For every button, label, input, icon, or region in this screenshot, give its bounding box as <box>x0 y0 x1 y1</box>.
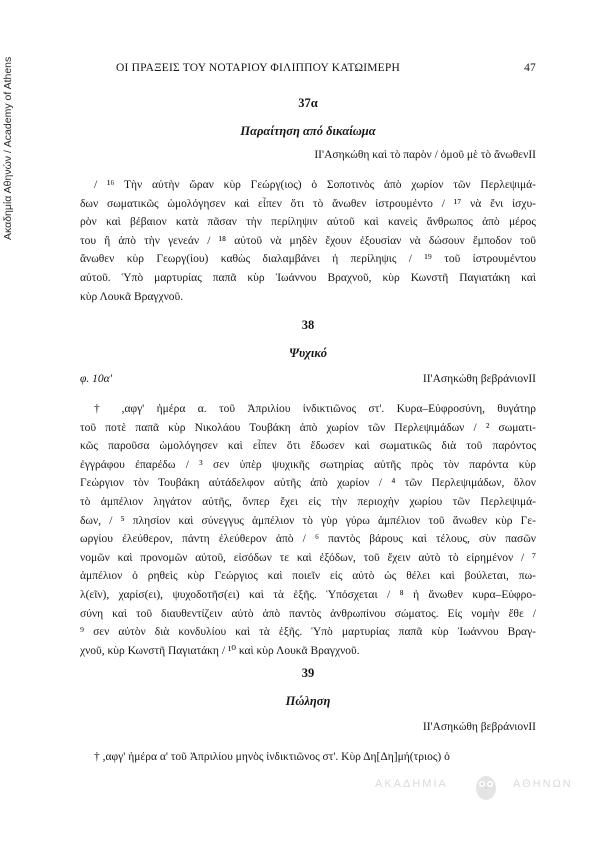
text-line: ⁹ σεν αὐτὸν διὰ κονδυλίου καὶ τὰ ἑξῆς. Ὑπὸ μαρτυρίας παπᾶ κὺρ Ἰωάννου Βραγ- <box>80 626 536 639</box>
page <box>80 0 536 860</box>
text-line: αὐτοῦ. Ὑπὸ μαρτυρίας παπᾶ κὺρ Ἰωάννου Βραχνοῦ, κὺρ Κωνστῆ Παγιατάκη καὶ <box>80 271 536 284</box>
watermark-left-text: ΑΚΑΔΗΜΙΑ <box>375 778 448 790</box>
text-line: νομῶν καὶ προνομῶν αὐτοῦ, εἰσόδων τε καὶ ἐξόδων, τοῦ ἔχειν αὐτὸ τὸ εἰρημένον / ⁷ <box>80 551 536 564</box>
text-line: δων σωματικῶς ὡμολόγησεν καὶ εἶπεν ὅτι τὸ ἄνωθεν ἰστρουμέντο / ¹⁷ νὰ ἔνι ἰσχυ- <box>80 197 536 210</box>
document-body <box>80 176 536 306</box>
text-line: † ,αφγ' ἡμέρα α' τοῦ Ἀπριλίου μηνὸς ἰνδικτιῶνος στ'. Κὺρ Δη[Δη]μή(τριος) ὁ <box>94 751 450 763</box>
side-note: Ακαδημία Αθηνών / Academy of Athens <box>2 56 14 240</box>
text-line: ρὸν καὶ βέβαιον κατὰ πᾶσαν τὴν περίληψιν αὐτοῦ καὶ κανεὶς ἄνθρωπος ἀπὸ μέρος <box>80 216 536 229</box>
document-body <box>80 748 536 767</box>
text-line: † ,αφγ' ἡμέρα α. τοῦ Ἀπριλίου ἰνδικτιῶνος στ'. Κυρα–Εὐφροσύνη, θυγάτηρ <box>94 403 536 415</box>
document-title: Ψυχικό <box>288 346 328 360</box>
text-line: / ¹⁶ Τὴν αὐτὴν ὥραν κὺρ Γεώργ(ιος) ὁ Σοποτινὸς ἀπὸ χωρίον τῶν Περλεψιμά- <box>94 179 536 191</box>
document-number: 38 <box>301 318 315 332</box>
document-number: 39 <box>301 666 315 680</box>
source-note: ΙΙ'Ασηκώθη βεβράνιονΙΙ <box>422 373 536 385</box>
watermark-right-text: ΑΘΗΝΩΝ <box>513 778 573 790</box>
text-line: ωργίου ἐλεύθερον, πάντη ἐλεύθερον ἀπὸ / ⁶ παντὸς βάρους καὶ τέλους, σὺν πασῶν <box>80 533 536 546</box>
source-note: ΙΙ'Ασηκώθη βεβράνιονΙΙ <box>422 721 536 733</box>
source-note: ΙΙ'Ασηκώθη καὶ τὸ παρὸν / ὁμοῦ μὲ τὸ ἄνωθενΙΙ <box>314 149 536 161</box>
document-body <box>80 400 536 660</box>
text-line: ἀμπέλιον ὁ ρηθεὶς κὺρ Γεώργιος καὶ ποιεῖν εἰς αὐτὸ ὡς θέλει καὶ βούλεται, πω- <box>80 570 536 583</box>
text-line: του ἢ ἀπὸ τὴν γενεάν / ¹⁸ αὐτοῦ νὰ μηδὲν ἔχουν ἐξουσίαν νὰ δώσουν ἔμποδον τοῦ <box>80 234 536 247</box>
text-line: δων, / ⁵ πλησίον καὶ σύνεγγυς ἀμπέλιον τὸ γὺρ γύρω ἀμπέλιον τοῦ ἄνωθεν κὺρ Γε- <box>80 514 536 527</box>
text-line: τοῦ ποτὲ παπᾶ κὺρ Νικολάου Τουβάκη ἀπὸ χωρίον τῶν Περλεψιμάδων / ² σωματι- <box>80 421 536 434</box>
folio-reference: φ. 10α' <box>80 373 113 385</box>
watermark <box>375 772 585 802</box>
text-line: τὸ ἀμπέλιον ληγάτον αὐτῆς, ὅνπερ ἔχει εἰς τὴν περιοχὴν χωρίου τῶν Περλεψιμά- <box>80 495 536 508</box>
text-line: σύνη καὶ τοῦ διαυθεντίζειν αὐτὸ ἀπὸ παντὸς ἀνθρωπίνου σώματος. Εἰς νομὴν ἔθε / <box>80 607 536 620</box>
text-line: κῶς παροῦσα ὡμολόγησεν καὶ εἶπεν ὅτι ἔδωσεν καὶ σωματικῶς διὰ τοῦ παρόντος <box>80 440 536 453</box>
document-number: 37α <box>298 96 318 110</box>
page-number: 47 <box>524 62 536 74</box>
text-line: Γεώργιον τὸν Τουβάκη αὐτάδελφον αὐτῆς ἀπὸ χωρίον / ⁴ τῶν Περλεψιμάδων, ὅλον <box>80 477 536 490</box>
text-line: ἄνωθεν κὺρ Γεωργ(ίου) καθὼς διαλαμβάνει ἡ περίληψις / ¹⁹ τοῦ ἰστρουμέντου <box>80 253 536 266</box>
document-title: Παραίτηση από δικαίωμα <box>240 124 376 138</box>
text-line: ἐγγράφου ἐπαρέδω / ³ σεν ὑπὲρ ψυχικῆς σωτηρίας αὐτῆς πρὸς τὸν παρόντα κὺρ <box>80 458 536 471</box>
document-title: Πώληση <box>285 694 331 708</box>
text-line: χνοῦ, κὺρ Κωνστῆ Παγιατάκη / ¹⁰ καὶ κὺρ Λουκᾶ Βραγχνοῦ. <box>80 644 360 657</box>
owl-emblem-icon <box>471 772 501 802</box>
text-line: λ(εῖν), χαρίσ(ει), ψυχοδοτῆσ(ει) καὶ τὰ ἑξῆς. Ὑπόσχεται / ⁸ ἡ ἄνωθεν κυρα–Εὐφρο- <box>80 588 536 601</box>
running-head-title: ΟΙ ΠΡΑΞΕΙΣ ΤΟΥ ΝΟΤΑΡΙΟΥ ΦΙΛΙΠΠΟΥ ΚΑΤΩΙΜΕΡΗ <box>116 62 401 74</box>
text-line: κὺρ Λουκᾶ Βραγχνοῦ. <box>80 290 184 303</box>
